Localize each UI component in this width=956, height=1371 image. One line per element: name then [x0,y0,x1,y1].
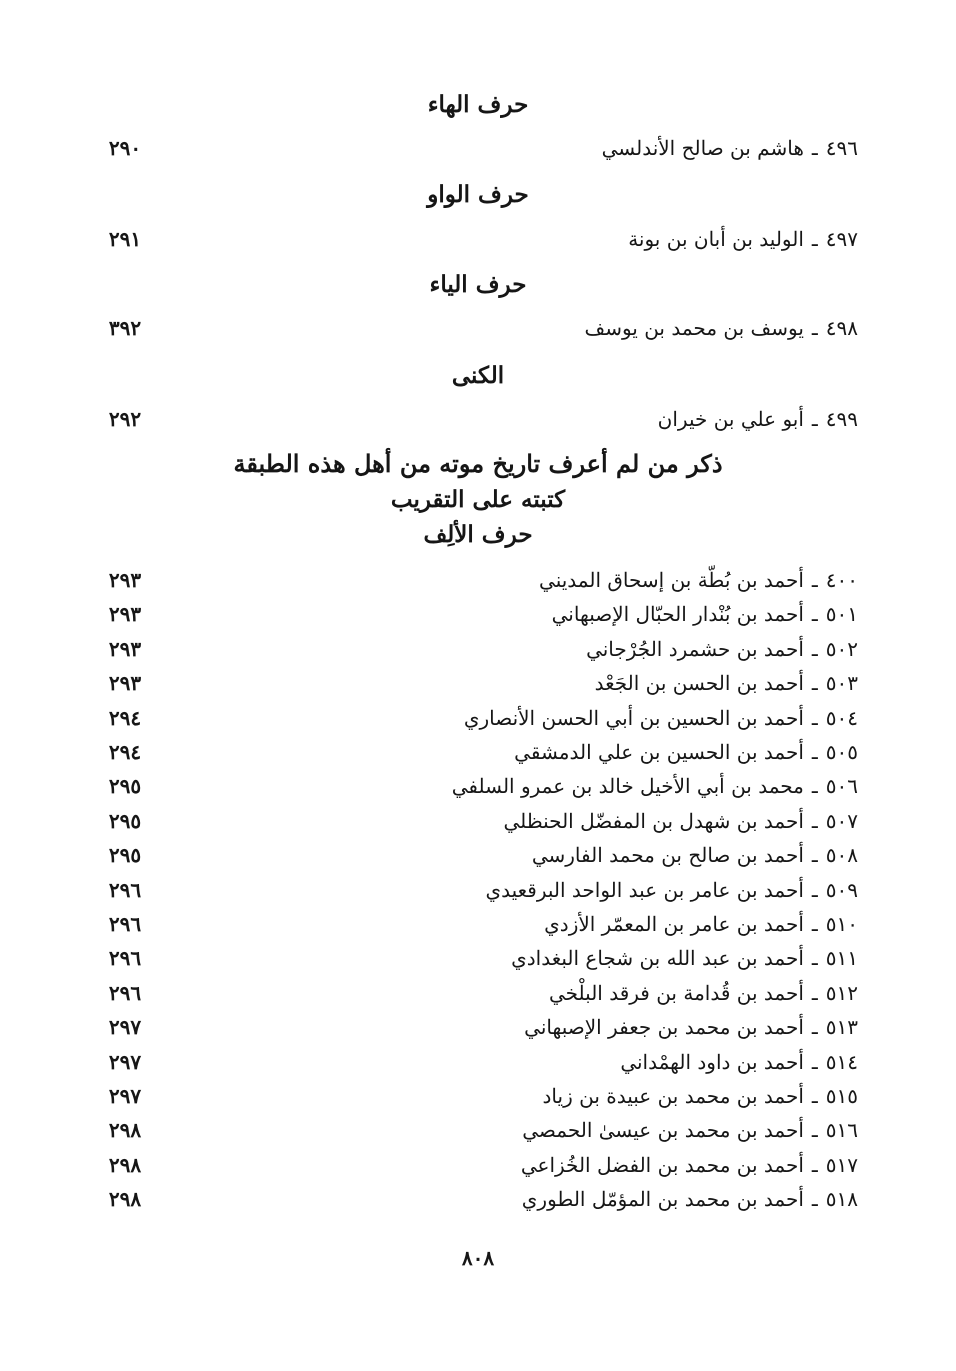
entry-dash: ـ [811,227,818,251]
entry-dash: ـ [811,316,818,340]
entry-text [549,976,858,1010]
entry-dash: ـ [811,877,818,902]
index-row [100,838,858,872]
entry-name: أحمد بن حشمرد الجُرْجاني [586,636,804,661]
entry-number: ٥٠٩ [825,877,858,902]
entry-dash: ـ [811,705,818,730]
page-reference: ٢٩٧ [108,1084,142,1108]
entry-text [586,632,858,666]
entry-name: أحمد بن عامر بن عبد الواحد البرقعيدي [485,877,804,902]
entry-dash: ـ [811,946,818,971]
entry-number: ٥١٥ [825,1084,858,1108]
page-reference: ٢٩٣ [108,636,142,661]
page-reference: ٢٩٨ [108,1152,142,1177]
page-reference: ٢٩٨ [108,1187,142,1212]
page-number: ٨٠٨ [461,1246,495,1270]
section-title-line-1: ذكر من لم أعرف تاريخ موته من أهل هذه الطبقة [233,449,723,478]
entry-number: ٥٠٧ [825,808,858,833]
index-row [100,941,858,975]
section-heading-ya: حرف الياء [429,271,527,298]
page-reference: ٢٩١ [108,227,142,251]
entry-dash: ـ [811,136,818,160]
page-reference: ٣٩٢ [108,316,142,340]
entry-name: أحمد بن صالح بن محمد الفارسي [531,843,804,868]
entry-text [524,1010,858,1044]
entry-text [503,804,858,838]
entry-number: ٥٠٥ [825,740,858,764]
entry-dash: ـ [811,1187,818,1212]
index-row [100,769,858,803]
entry-dash: ـ [811,774,818,799]
entry-text [602,131,858,165]
index-row [100,873,858,907]
page-reference: ٢٩٦ [108,912,142,936]
entry-name: محمد بن أبي الأخيل خالد بن عمرو السلفي [451,774,804,799]
page-reference: ٢٩٤ [108,705,142,730]
entry-dash: ـ [811,671,818,696]
entry-number: ٥١١ [825,946,858,971]
entry-number: ٥٠٤ [825,705,858,730]
entry-text [543,1079,858,1113]
page-reference: ٢٩٣ [108,602,142,627]
entry-number: ٥١٨ [825,1187,858,1212]
entry-name: أحمد بن محمد بن عبيدة بن زياد [542,1084,804,1108]
entry-dash: ـ [811,843,818,868]
entry-text [452,769,858,803]
index-row [100,804,858,838]
page-reference: ٢٩٧ [108,1049,142,1074]
entry-text [514,735,858,769]
entry-name: أحمد بن الحسين بن علي الدمشقي [514,740,804,764]
entry-number: ٤٩٩ [825,407,858,431]
index-row [100,1113,858,1147]
page-reference: ٢٩٨ [108,1118,142,1143]
entry-number: ٥١٦ [825,1118,858,1143]
entry-name: أحمد بن محمد بن المؤمّل الطوري [521,1187,804,1212]
entry-number: ٥٠١ [825,602,858,627]
page-reference: ٢٩٦ [108,877,142,902]
entry-name: أحمد بن عبد الله بن شجاع البغدادي [511,946,804,971]
entry-number: ٥٠٣ [825,671,858,696]
entry-dash: ـ [811,980,818,1005]
section-heading-kuna: الكنى [451,362,505,389]
entry-name: هاشم بن صالح الأندلسي [601,136,804,160]
entry-number: ٥١٧ [825,1152,858,1177]
entry-number: ٤٩٨ [825,316,858,340]
entry-text [658,402,858,436]
entry-number: ٥١٤ [825,1049,858,1074]
entry-name: أحمد بن داود الهمْداني [620,1049,804,1074]
index-row [100,1182,858,1216]
index-row [100,666,858,700]
entry-name: أحمد بن قُدامة بن فرقد البلْخي [548,980,804,1005]
index-row [100,976,858,1010]
page-reference: ٢٩٣ [108,671,142,696]
entry-text [552,597,858,631]
entry-name: أحمد بن بُطّة بن إسحاق المديني [539,568,804,592]
entry-text [620,1045,858,1079]
entry-text [522,1182,858,1216]
entry-name: أحمد بن شهدل بن المفضّل الحنظلي [503,808,804,833]
entry-text [521,1148,858,1182]
entry-name: الوليد بن أبان بن بونة [628,227,804,251]
entry-dash: ـ [811,1015,818,1040]
index-row [100,597,858,631]
index-row [100,311,858,345]
entry-text [628,222,858,256]
page-reference: ٢٩٣ [108,568,142,592]
entry-text [485,873,858,907]
section-title-line-3: حرف الألِف [423,521,533,548]
index-row [100,907,858,941]
entry-dash: ـ [811,1084,818,1108]
index-row [100,632,858,666]
entry-text [532,838,858,872]
entry-dash: ـ [811,1152,818,1177]
entry-dash: ـ [811,407,818,431]
entry-number: ٥١٣ [825,1015,858,1040]
index-row [100,1010,858,1044]
section-heading-ha: حرف الهاء [427,91,529,118]
entry-number: ٤٠٠ [825,568,858,592]
entry-dash: ـ [811,636,818,661]
entry-name: أحمد بن الحسن بن الجَعْد [594,671,804,696]
entry-dash: ـ [811,1118,818,1143]
entry-text [522,1113,858,1147]
entry-text [511,941,858,975]
entry-text [544,907,858,941]
index-row [100,222,858,256]
index-row [100,1045,858,1079]
entry-name: يوسف بن محمد بن يوسف [584,316,804,340]
entry-number: ٥٠٨ [825,843,858,868]
entry-dash: ـ [811,568,818,592]
entry-number: ٥٠٦ [825,774,858,799]
page-reference: ٢٩٥ [108,774,142,799]
page-reference: ٢٩٦ [108,980,142,1005]
page-reference: ٢٩٢ [108,407,142,431]
page-reference: ٢٩٤ [108,740,142,764]
entry-text [595,666,858,700]
entry-dash: ـ [811,740,818,764]
entry-number: ٥١٠ [825,912,858,936]
index-row [100,402,858,436]
page-reference: ٢٩٠ [108,136,142,160]
entry-text [464,701,858,735]
page-reference: ٢٩٥ [108,843,142,868]
index-row [100,563,858,597]
entry-text [584,311,858,345]
index-row [100,1079,858,1113]
section-title-line-2: كتبته على التقريب [390,486,566,513]
entry-name: أحمد بن عامر بن المعمّر الأزدي [544,912,804,936]
entry-name: أحمد بن محمد بن جعفر الإصبهاني [524,1015,804,1040]
entry-name: أحمد بن بُنْدار الحبّال الإصبهاني [551,602,804,627]
entry-name: أحمد بن الحسين بن أبي الحسن الأنصاري [463,705,804,730]
entry-dash: ـ [811,912,818,936]
entry-name: أحمد بن محمد بن عيسىٰ الحمصي [522,1118,804,1143]
entry-dash: ـ [811,808,818,833]
entry-number: ٥١٢ [825,980,858,1005]
entry-number: ٥٠٢ [825,636,858,661]
entry-number: ٤٩٧ [825,227,858,251]
entry-dash: ـ [811,602,818,627]
entry-name: أحمد بن محمد بن الفضل الخُزاعي [520,1152,804,1177]
index-row [100,1148,858,1182]
page-reference: ٢٩٥ [108,808,142,833]
entry-dash: ـ [811,1049,818,1074]
entry-text [539,563,858,597]
index-row [100,131,858,165]
page-reference: ٢٩٧ [108,1015,142,1040]
index-row [100,701,858,735]
page-reference: ٢٩٦ [108,946,142,971]
entry-name: أبو علي بن خيران [657,407,804,431]
index-row [100,735,858,769]
entry-number: ٤٩٦ [825,136,858,160]
section-heading-waw: حرف الواو [427,181,529,208]
